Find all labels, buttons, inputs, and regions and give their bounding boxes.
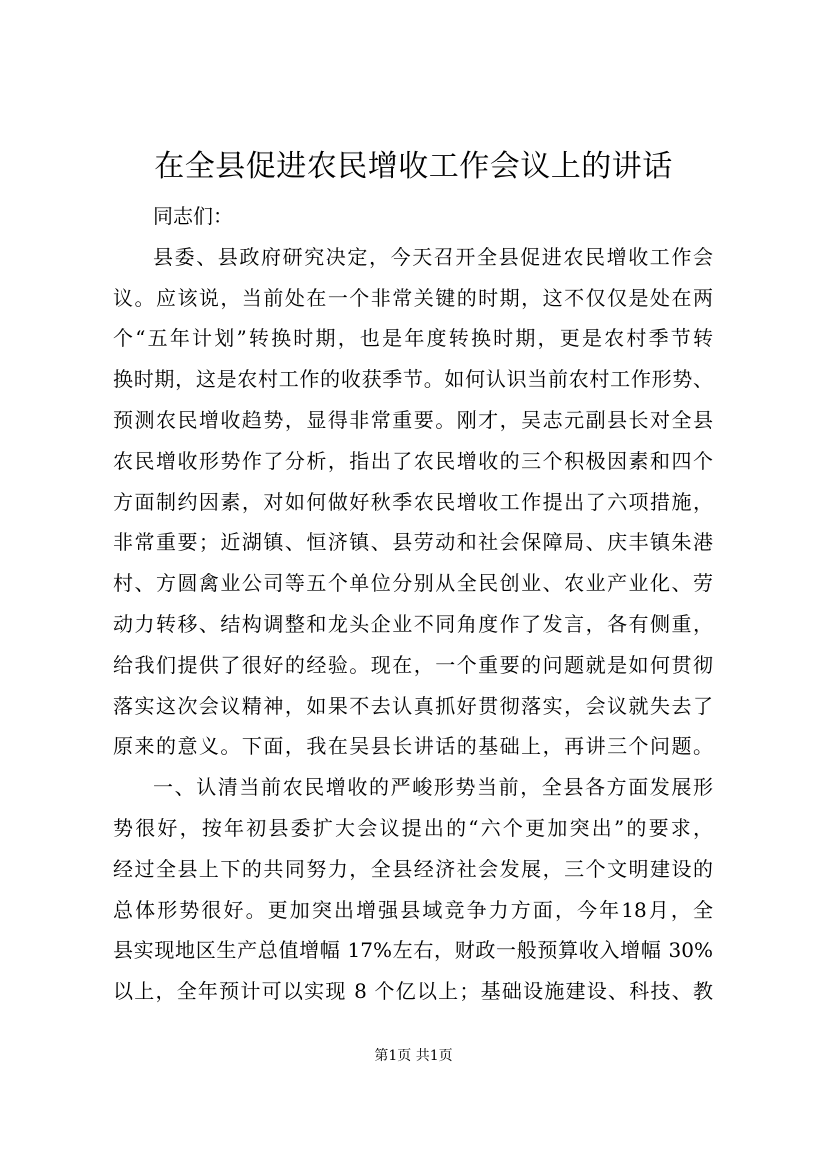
paragraph-line: 势很好，按年初县委扩大会议提出的“六个更加突出”的要求，: [113, 815, 713, 840]
paragraph-line: 非常重要；近湖镇、恒济镇、县劳动和社会保障局、庆丰镇朱港: [113, 530, 713, 555]
paragraph-line: 农民增收形势作了分析，指出了农民增收的三个积极因素和四个: [113, 448, 713, 473]
paragraph-line: 给我们提供了很好的经验。现在，一个重要的问题就是如何贯彻: [113, 652, 713, 677]
paragraph-line: 动力转移、结构调整和龙头企业不同角度作了发言，各有侧重，: [113, 611, 713, 636]
paragraph-line: 落实这次会议精神，如果不去认真抓好贯彻落实，会议就失去了: [113, 693, 713, 718]
paragraph-line: 经过全县上下的共同努力，全县经济社会发展，三个文明建设的: [113, 856, 713, 881]
paragraph-line: 方面制约因素，对如何做好秋季农民增收工作提出了六项措施，: [113, 489, 713, 514]
paragraph-line: 一、认清当前农民增收的严峻形势当前，全县各方面发展形: [153, 775, 713, 800]
paragraph-line: 县实现地区生产总值增幅 17%左右，财政一般预算收入增幅 30%: [113, 938, 713, 963]
document-title: 在全县促进农民增收工作会议上的讲话: [154, 149, 673, 184]
page-footer: 第1页 共1页: [374, 1048, 453, 1064]
paragraph-line: 村、方圆禽业公司等五个单位分别从全民创业、农业产业化、劳: [113, 571, 713, 596]
paragraph-line: 县委、县政府研究决定，今天召开全县促进农民增收工作会: [153, 244, 713, 269]
paragraph-line: 原来的意义。下面，我在吴县长讲话的基础上，再讲三个问题。: [113, 734, 713, 759]
paragraph-line: 个“五年计划”转换时期，也是年度转换时期，更是农村季节转: [113, 326, 713, 351]
salutation: 同志们：: [153, 204, 233, 228]
paragraph-line: 换时期，这是农村工作的收获季节。如何认识当前农村工作形势、: [113, 367, 713, 392]
paragraph-line: 预测农民增收趋势，显得非常重要。刚才，吴志元副县长对全县: [113, 407, 713, 432]
paragraph-line: 总体形势很好。更加突出增强县域竞争力方面，今年18月，全: [113, 897, 713, 922]
document-body: [113, 196, 713, 1012]
paragraph-line: 以上，全年预计可以实现 8 个亿以上；基础设施建设、科技、教: [113, 979, 713, 1004]
paragraph-line: 议。应该说，当前处在一个非常关键的时期，这不仅仅是处在两: [113, 285, 713, 310]
